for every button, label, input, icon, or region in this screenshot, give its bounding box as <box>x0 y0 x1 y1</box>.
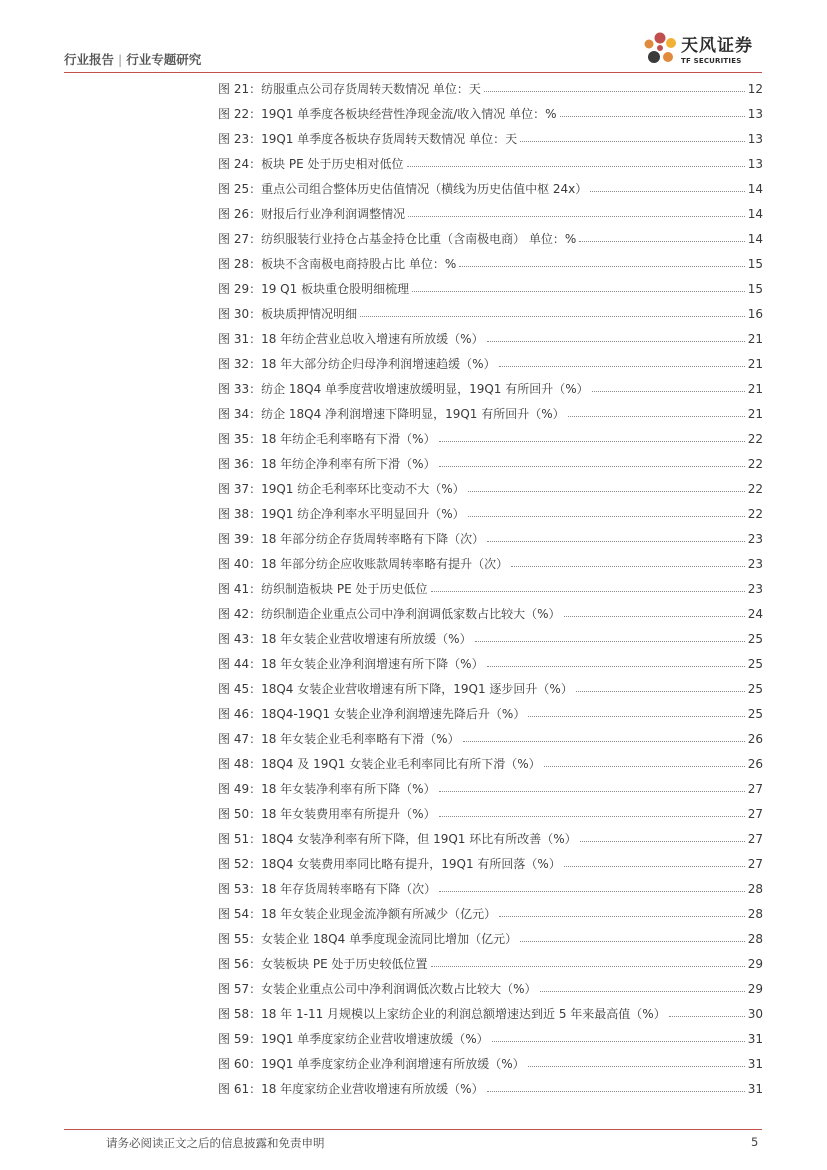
toc-entry-page: 21 <box>747 331 763 346</box>
toc-leader-dots <box>579 241 744 242</box>
report-type: 行业报告 <box>64 52 115 67</box>
toc-leader-dots <box>511 566 745 567</box>
toc-leader-dots <box>564 866 745 867</box>
toc-entry[interactable] <box>218 376 763 401</box>
toc-entry-page: 31 <box>747 1031 763 1046</box>
toc-entry-label: 图 54：18 年女装企业现金流净额有所减少（亿元） <box>218 907 497 921</box>
toc-entry-label: 图 46：18Q4-19Q1 女装企业净利润增速先降后升（%） <box>218 707 526 721</box>
toc-leader-dots <box>468 516 745 517</box>
toc-leader-dots <box>459 266 744 267</box>
toc-entry-page: 25 <box>747 656 763 671</box>
toc-entry-label: 图 44：18 年女装企业净利润增速有所下降（%） <box>218 657 484 671</box>
toc-entry-label: 图 27：纺织服装行业持仓占基金持仓比重（含南极电商） 单位：% <box>218 232 577 246</box>
toc-leader-dots <box>360 316 745 317</box>
toc-entry[interactable] <box>218 1026 763 1051</box>
toc-entry[interactable] <box>218 1051 763 1076</box>
toc-entry[interactable] <box>218 76 763 101</box>
toc-entry-page: 26 <box>747 756 763 771</box>
toc-leader-dots <box>590 191 744 192</box>
toc-entry[interactable] <box>218 176 763 201</box>
toc-entry-label: 图 36：18 年纺企净利率有所下滑（%） <box>218 457 436 471</box>
toc-entry[interactable] <box>218 301 763 326</box>
toc-entry-page: 29 <box>747 981 763 996</box>
report-subtype: 行业专题研究 <box>126 52 202 67</box>
toc-leader-dots <box>487 1091 745 1092</box>
toc-entry-label: 图 50：18 年女装费用率有所提升（%） <box>218 807 436 821</box>
toc-entry-page: 26 <box>747 731 763 746</box>
logo-name-cn: 天风证券 <box>681 36 753 56</box>
toc-entry-page: 23 <box>747 581 763 596</box>
toc-entry[interactable] <box>218 976 763 1001</box>
toc-entry-page: 31 <box>747 1081 763 1096</box>
toc-entry-label: 图 47：18 年女装企业毛利率略有下滑（%） <box>218 732 460 746</box>
toc-entry-label: 图 55：女装企业 18Q4 单季度现金流同比增加（亿元） <box>218 932 518 946</box>
toc-entry[interactable] <box>218 901 763 926</box>
toc-entry-page: 23 <box>747 531 763 546</box>
toc-entry-label: 图 22：19Q1 单季度各板块经营性净现金流/收入情况 单位：% <box>218 107 557 121</box>
toc-entry[interactable] <box>218 851 763 876</box>
toc-entry-label: 图 48：18Q4 及 19Q1 女装企业毛利率同比有所下滑（%） <box>218 757 541 771</box>
toc-leader-dots <box>431 591 745 592</box>
toc-entry-page: 15 <box>747 281 763 296</box>
toc-leader-dots <box>487 666 745 667</box>
toc-entry-label: 图 45：18Q4 女装企业营收增速有所下降，19Q1 逐步回升（%） <box>218 682 573 696</box>
toc-entry[interactable] <box>218 876 763 901</box>
toc-entry[interactable] <box>218 1001 763 1026</box>
toc-leader-dots <box>463 741 745 742</box>
toc-entry-page: 22 <box>747 481 763 496</box>
toc-leader-dots <box>580 841 745 842</box>
toc-entry-page: 25 <box>747 631 763 646</box>
toc-entry-label: 图 39：18 年部分纺企存货周转率略有下降（次） <box>218 532 485 546</box>
toc-entry[interactable] <box>218 951 763 976</box>
toc-leader-dots <box>484 91 745 92</box>
toc-entry-page: 13 <box>747 131 763 146</box>
toc-entry-label: 图 21：纺服重点公司存货周转天数情况 单位：天 <box>218 82 481 96</box>
toc-entry-label: 图 56：女装板块 PE 处于历史较低位置 <box>218 957 428 971</box>
toc-entry-page: 23 <box>747 556 763 571</box>
toc-entry-label: 图 32：18 年大部分纺企归母净利润增速趋缓（%） <box>218 357 496 371</box>
toc-entry-label: 图 60：19Q1 单季度家纺企业净利润增速有所放缓（%） <box>218 1057 525 1071</box>
toc-leader-dots <box>499 366 745 367</box>
toc-entry[interactable] <box>218 626 763 651</box>
toc-entry[interactable] <box>218 676 763 701</box>
report-category <box>64 50 201 68</box>
header-divider <box>64 72 762 73</box>
footer-divider <box>64 1129 762 1130</box>
toc-entry[interactable] <box>218 476 763 501</box>
toc-entry-label: 图 57：女装企业重点公司中净利润调低次数占比较大（%） <box>218 982 537 996</box>
toc-entry[interactable] <box>218 326 763 351</box>
toc-entry[interactable] <box>218 826 763 851</box>
toc-entry-page: 22 <box>747 456 763 471</box>
toc-entry-page: 13 <box>747 106 763 121</box>
toc-leader-dots <box>412 291 745 292</box>
toc-leader-dots <box>492 1041 745 1042</box>
toc-entry-page: 13 <box>747 156 763 171</box>
toc-entry[interactable] <box>218 1076 763 1101</box>
toc-entry-page: 27 <box>747 831 763 846</box>
header-separator: | <box>118 52 123 67</box>
toc-entry[interactable] <box>218 276 763 301</box>
toc-entry-label: 图 41：纺织制造板块 PE 处于历史低位 <box>218 582 428 596</box>
logo-name-en: TF SECURITIES <box>681 57 742 65</box>
toc-entry-page: 25 <box>747 706 763 721</box>
toc-entry-label: 图 34：纺企 18Q4 净利润增速下降明显，19Q1 有所回升（%） <box>218 407 565 421</box>
toc-entry-label: 图 35：18 年纺企毛利率略有下滑（%） <box>218 432 436 446</box>
toc-entry-label: 图 42：纺织制造企业重点公司中净利润调低家数占比较大（%） <box>218 607 561 621</box>
toc-entry-label: 图 58：18 年 1-11 月规模以上家纺企业的利润总额增速达到近 5 年来最高值（%） <box>218 1007 666 1021</box>
toc-entry-page: 31 <box>747 1056 763 1071</box>
toc-entry-label: 图 25：重点公司组合整体历史估值情况（横线为历史估值中枢 24x） <box>218 182 588 196</box>
toc-leader-dots <box>487 341 745 342</box>
toc-entry-label: 图 33：纺企 18Q4 单季度营收增速放缓明显，19Q1 有所回升（%） <box>218 382 589 396</box>
toc-entry-label: 图 43：18 年女装企业营收增速有所放缓（%） <box>218 632 472 646</box>
toc-entry-label: 图 51：18Q4 女装净利率有所下降，但 19Q1 环比有所改善（%） <box>218 832 577 846</box>
toc-leader-dots <box>568 416 745 417</box>
toc-entry[interactable] <box>218 651 763 676</box>
toc-leader-dots <box>520 141 745 142</box>
toc-entry-page: 12 <box>747 81 763 96</box>
toc-entry[interactable] <box>218 926 763 951</box>
toc-entry-label: 图 26：财报后行业净利润调整情况 <box>218 207 406 221</box>
toc-leader-dots <box>564 616 745 617</box>
toc-entry-page: 28 <box>747 881 763 896</box>
toc-leader-dots <box>528 716 744 717</box>
toc-entry-label: 图 40：18 年部分纺企应收账款周转率略有提升（次） <box>218 557 509 571</box>
toc-entry-page: 21 <box>747 356 763 371</box>
toc-leader-dots <box>560 116 745 117</box>
toc-leader-dots <box>592 391 745 392</box>
toc-entry[interactable] <box>218 751 763 776</box>
toc-entry[interactable] <box>218 126 763 151</box>
toc-entry-page: 24 <box>747 606 763 621</box>
page-number: 5 <box>751 1135 759 1149</box>
toc-entry[interactable] <box>218 701 763 726</box>
toc-leader-dots <box>431 966 745 967</box>
toc-leader-dots <box>439 466 745 467</box>
figure-list <box>218 76 763 1101</box>
toc-leader-dots <box>544 766 745 767</box>
toc-leader-dots <box>439 441 745 442</box>
toc-entry-label: 图 61：18 年度家纺企业营收增速有所放缓（%） <box>218 1082 484 1096</box>
toc-entry-page: 27 <box>747 806 763 821</box>
toc-entry-label: 图 23：19Q1 单季度各板块存货周转天数情况 单位：天 <box>218 132 518 146</box>
toc-leader-dots <box>520 941 745 942</box>
toc-entry[interactable] <box>218 401 763 426</box>
toc-entry-label: 图 53：18 年存货周转率略有下降（次） <box>218 882 437 896</box>
toc-leader-dots <box>540 991 745 992</box>
toc-leader-dots <box>439 791 745 792</box>
toc-entry-label: 图 28：板块不含南极电商持股占比 单位：% <box>218 257 457 271</box>
toc-leader-dots <box>439 816 745 817</box>
toc-entry-label: 图 29：19 Q1 板块重仓股明细梳理 <box>218 282 410 296</box>
toc-entry[interactable] <box>218 551 763 576</box>
toc-entry-label: 图 59：19Q1 单季度家纺企业营收增速放缓（%） <box>218 1032 489 1046</box>
toc-entry[interactable] <box>218 526 763 551</box>
toc-entry-page: 14 <box>747 181 763 196</box>
logo-petals-icon <box>640 27 680 71</box>
toc-entry[interactable] <box>218 251 763 276</box>
toc-leader-dots <box>499 916 745 917</box>
toc-entry[interactable] <box>218 426 763 451</box>
toc-entry-page: 28 <box>747 906 763 921</box>
toc-entry[interactable] <box>218 501 763 526</box>
footer-disclaimer: 请务必阅读正文之后的信息披露和免责申明 <box>106 1136 325 1150</box>
toc-entry[interactable] <box>218 201 763 226</box>
company-logo <box>640 27 770 71</box>
toc-leader-dots <box>408 216 745 217</box>
toc-entry-page: 14 <box>747 231 763 246</box>
toc-entry-page: 27 <box>747 781 763 796</box>
toc-entry-label: 图 49：18 年女装净利率有所下降（%） <box>218 782 436 796</box>
toc-entry-page: 21 <box>747 381 763 396</box>
toc-entry-page: 27 <box>747 856 763 871</box>
toc-entry[interactable] <box>218 151 763 176</box>
toc-entry-page: 29 <box>747 956 763 971</box>
toc-entry-label: 图 37：19Q1 纺企毛利率环比变动不大（%） <box>218 482 465 496</box>
toc-entry-label: 图 38：19Q1 纺企净利率水平明显回升（%） <box>218 507 465 521</box>
toc-entry-label: 图 52：18Q4 女装费用率同比略有提升，19Q1 有所回落（%） <box>218 857 561 871</box>
toc-entry-label: 图 24：板块 PE 处于历史相对低位 <box>218 157 404 171</box>
toc-entry-page: 30 <box>747 1006 763 1021</box>
toc-entry[interactable] <box>218 576 763 601</box>
toc-entry[interactable] <box>218 226 763 251</box>
toc-entry-page: 22 <box>747 506 763 521</box>
toc-entry[interactable] <box>218 101 763 126</box>
toc-leader-dots <box>528 1066 745 1067</box>
toc-entry-page: 22 <box>747 431 763 446</box>
toc-entry[interactable] <box>218 726 763 751</box>
toc-leader-dots <box>439 891 745 892</box>
toc-entry-label: 图 31：18 年纺企营业总收入增速有所放缓（%） <box>218 332 484 346</box>
toc-entry[interactable] <box>218 451 763 476</box>
toc-entry-page: 14 <box>747 206 763 221</box>
toc-entry-page: 25 <box>747 681 763 696</box>
toc-entry[interactable] <box>218 801 763 826</box>
toc-leader-dots <box>487 541 745 542</box>
toc-entry-page: 21 <box>747 406 763 421</box>
toc-entry-label: 图 30：板块质押情况明细 <box>218 307 358 321</box>
toc-entry[interactable] <box>218 351 763 376</box>
toc-leader-dots <box>576 691 745 692</box>
toc-leader-dots <box>407 166 745 167</box>
toc-leader-dots <box>468 491 745 492</box>
toc-entry-page: 15 <box>747 256 763 271</box>
toc-entry[interactable] <box>218 601 763 626</box>
toc-entry[interactable] <box>218 776 763 801</box>
toc-leader-dots <box>475 641 745 642</box>
toc-leader-dots <box>669 1016 745 1017</box>
toc-entry-page: 16 <box>747 306 763 321</box>
toc-entry-page: 28 <box>747 931 763 946</box>
